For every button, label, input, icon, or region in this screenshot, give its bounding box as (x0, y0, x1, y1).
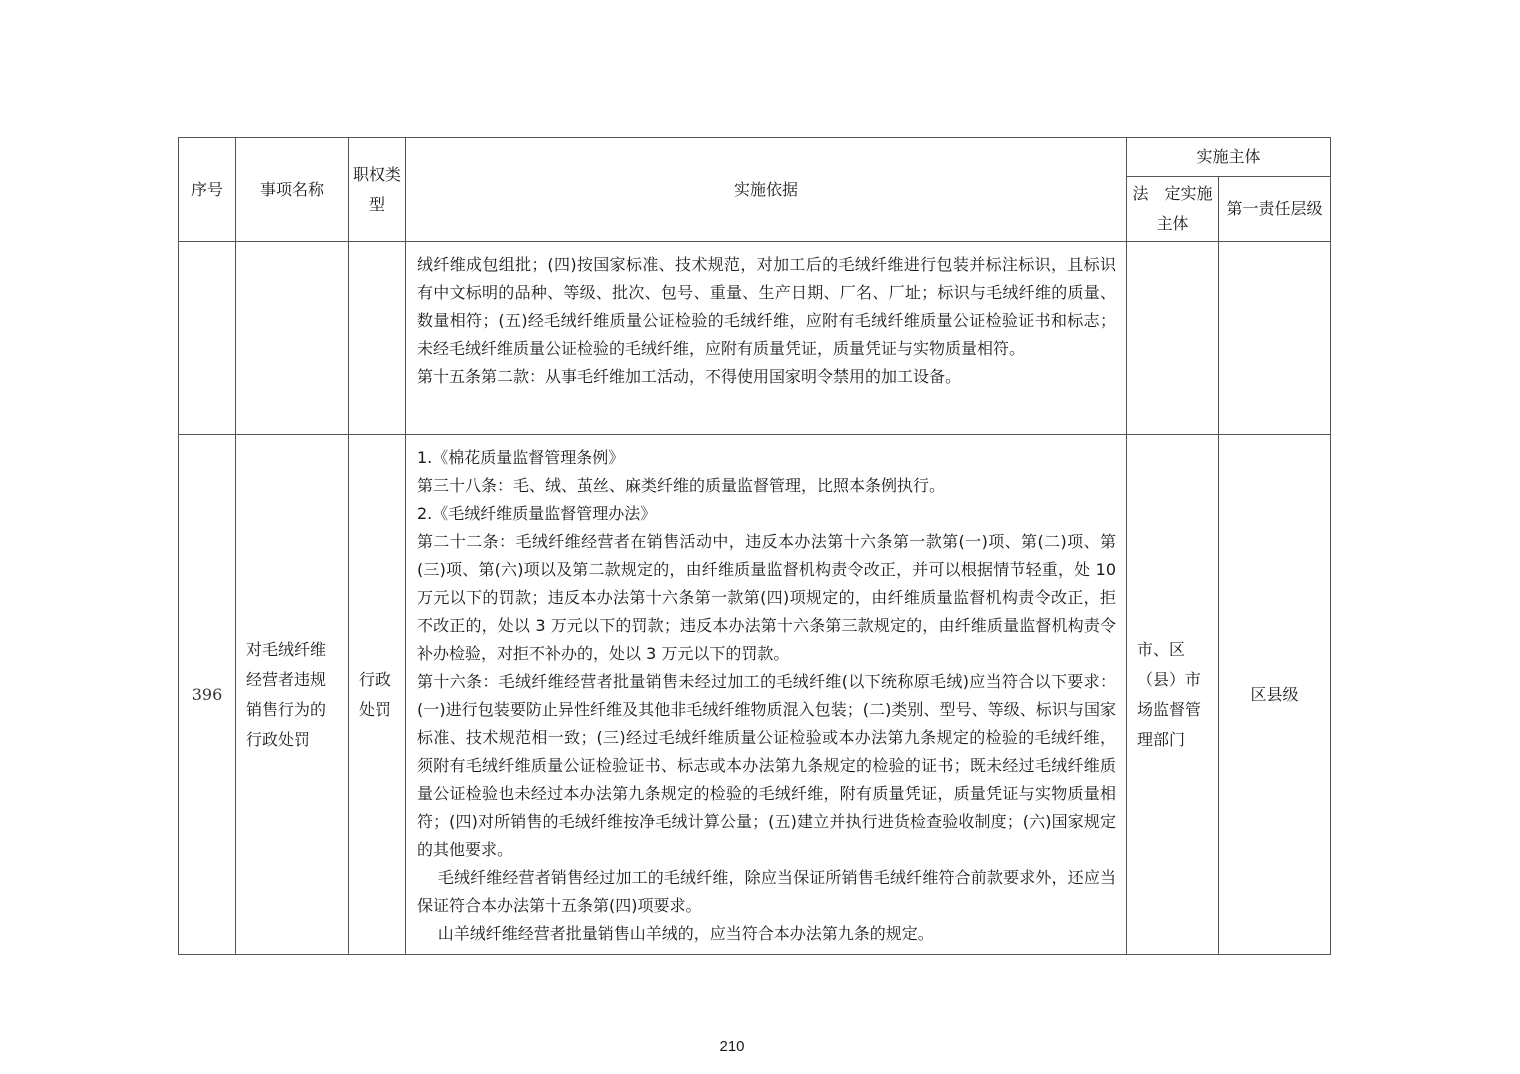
header-type: 职权类型 (349, 138, 406, 242)
cell-seq: 396 (179, 435, 236, 955)
table-row-continued (179, 242, 1331, 435)
basis-paragraph: 第二十二条：毛绒纤维经营者在销售活动中，违反本办法第十六条第一款第(一)项、第(二)项、第(三)项、第(六)项以及第二款规定的，由纤维质量监督机构责令改正，并可以根据情节轻重，处 10 万元以下的罚款；违反本办法第十六条第一款第(四)项规定的，由纤维质量监督机构责令改正，拒不改正的，处以 3 万元以下的罚款；违反本办法第十六条第三款规定的，由纤维质量监督机构责令补办检验，对拒不补办的，处以 3 万元以下的罚款。 (417, 532, 1116, 663)
basis-paragraph: 毛绒纤维经营者销售经过加工的毛绒纤维，除应当保证所销售毛绒纤维符合前款要求外，还应当保证符合本办法第十五条第(四)项要求。 (417, 868, 1116, 915)
cell-name-empty (236, 242, 349, 435)
basis-paragraph: 1.《棉花质量监督管理条例》 (417, 448, 625, 467)
basis-paragraph: 2.《毛绒纤维质量监督管理办法》 (417, 504, 657, 523)
cell-type: 行政处罚 (349, 435, 406, 955)
cell-level-empty (1219, 242, 1331, 435)
basis-paragraph: 第三十八条：毛、绒、茧丝、麻类纤维的质量监督管理，比照本条例执行。 (417, 476, 946, 495)
cell-basis-continued (406, 242, 1127, 435)
cell-legal-subject: 市、区（县）市场监督管理部门 (1127, 435, 1219, 955)
authority-table (178, 137, 1331, 955)
header-legal-subject: 法 定实施主体 (1127, 177, 1219, 242)
header-basis: 实施依据 (406, 138, 1127, 242)
cell-item-name: 对毛绒纤维经营者违规销售行为的行政处罚 (236, 435, 349, 955)
basis-paragraph: 绒纤维成包组批；(四)按国家标准、技术规范，对加工后的毛绒纤维进行包装并标注标识，且标识有中文标明的品种、等级、批次、包号、重量、生产日期、厂名、厂址；标识与毛绒纤维的质量、数量相符；(五)经毛绒纤维质量公证检验的毛绒纤维，应附有毛绒纤维质量公证检验证书和标志；未经毛绒纤维质量公证检验的毛绒纤维，应附有质量凭证，质量凭证与实物质量相符。 (417, 255, 1116, 358)
table-row-396 (179, 435, 1331, 955)
cell-seq-empty (179, 242, 236, 435)
header-seq: 序号 (179, 138, 236, 242)
basis-paragraph: 第十六条：毛绒纤维经营者批量销售未经过加工的毛绒纤维(以下统称原毛绒)应当符合以下要求：(一)进行包装要防止异性纤维及其他非毛绒纤维物质混入包装；(二)类别、型号、等级、标识与国家标准、技术规范相一致；(三)经过毛绒纤维质量公证检验或本办法第九条规定的检验的毛绒纤维，须附有毛绒纤维质量公证检验证书、标志或本办法第九条规定的检验的证书；既未经过毛绒纤维质量公证检验也未经过本办法第九条规定的检验的毛绒纤维，附有质量凭证，质量凭证与实物质量相符；(四)对所销售的毛绒纤维按净毛绒计算公量；(五)建立并执行进货检查验收制度；(六)国家规定的其他要求。 (417, 672, 1116, 859)
header-item-name: 事项名称 (236, 138, 349, 242)
header-subject: 实施主体 (1127, 138, 1331, 177)
cell-basis (406, 435, 1127, 955)
cell-type-empty (349, 242, 406, 435)
cell-first-level: 区县级 (1219, 435, 1331, 955)
basis-paragraph: 第十五条第二款：从事毛纤维加工活动，不得使用国家明令禁用的加工设备。 (417, 367, 962, 386)
header-first-level: 第一责任层级 (1219, 177, 1331, 242)
basis-paragraph: 山羊绒纤维经营者批量销售山羊绒的，应当符合本办法第九条的规定。 (437, 924, 934, 943)
cell-subject-empty (1127, 242, 1219, 435)
page-number: 210 (719, 1038, 745, 1055)
